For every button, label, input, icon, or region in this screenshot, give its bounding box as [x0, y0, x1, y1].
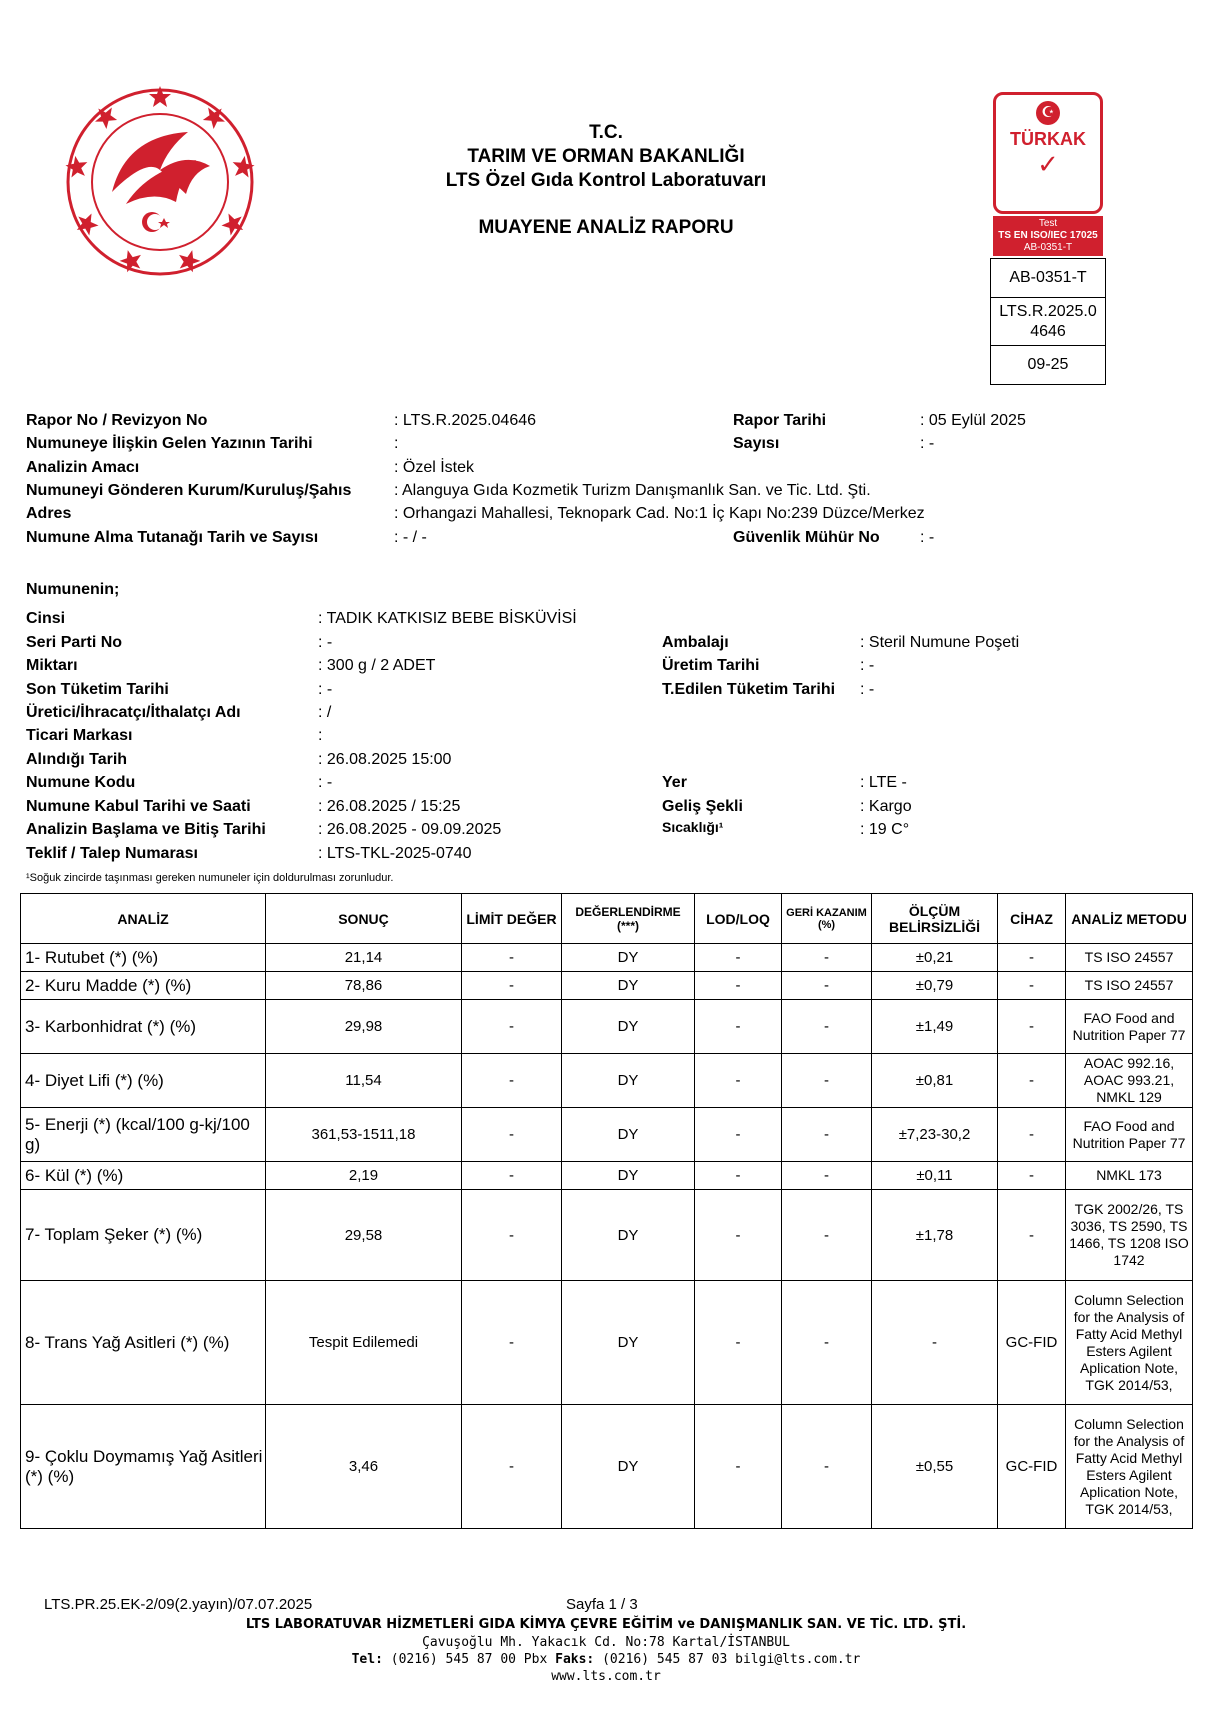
- col-header-metod: ANALİZ METODU: [1066, 894, 1193, 944]
- fax-label: Faks:: [555, 1652, 595, 1667]
- col-header-belirsizlik: ÖLÇÜM BELİRSİZLİĞİ: [872, 894, 998, 944]
- cell-metod: TS ISO 24557: [1066, 944, 1193, 972]
- cell-sonuc: 21,14: [266, 944, 462, 972]
- page-number: Sayfa 1 / 3: [566, 1596, 638, 1613]
- marka-value: :: [318, 727, 323, 744]
- yazi-label: Numuneye İlişkin Gelen Yazının Tarihi: [26, 435, 313, 452]
- cell-sonuc: 2,19: [266, 1162, 462, 1190]
- cell-geri-kazanim: -: [782, 1000, 872, 1054]
- accreditation-code: AB-0351-T: [1009, 269, 1087, 286]
- cell-degerlendirme: DY: [562, 1405, 695, 1529]
- table-header-row: [21, 894, 1193, 944]
- lab-heading: LTS Özel Gıda Kontrol Laboratuvarı: [445, 170, 767, 191]
- company-name: LTS LABORATUVAR HİZMETLERİ GIDA KİMYA ÇEVRE EĞİTİM ve DANIŞMANLIK SAN. VE TİC. LTD. ŞTİ.: [245, 1617, 967, 1632]
- cell-limit: -: [462, 944, 562, 972]
- cell-belirsizlik: ±0,11: [872, 1162, 998, 1190]
- uretici-value: : /: [318, 704, 332, 721]
- cell-degerlendirme: DY: [562, 944, 695, 972]
- report-code: LTS.R.2025.0 4646: [991, 297, 1105, 345]
- cell-belirsizlik: ±0,55: [872, 1405, 998, 1529]
- cell-limit: -: [462, 1281, 562, 1405]
- cell-limit: -: [462, 1405, 562, 1529]
- muhur-value: : -: [920, 529, 935, 546]
- yer-value: : LTE -: [860, 774, 907, 791]
- cell-metod: FAO Food and Nutrition Paper 77: [1066, 1108, 1193, 1162]
- cell-cihaz: GC-FID: [998, 1405, 1066, 1529]
- cold-chain-note: ¹Soğuk zincirde taşınması gereken numuneler için doldurulması zorunludur.: [26, 872, 394, 884]
- turkak-code: AB-0351-T: [1023, 242, 1073, 253]
- tc-heading: T.C.: [589, 122, 623, 143]
- gelis-label: Geliş Şekli: [662, 798, 743, 815]
- cell-sonuc: 3,46: [266, 1405, 462, 1529]
- cell-degerlendirme: DY: [562, 972, 695, 1000]
- report-title: MUAYENE ANALİZ RAPORU: [478, 217, 734, 238]
- ambalaj-value: : Steril Numune Poşeti: [860, 634, 1020, 651]
- cell-degerlendirme: DY: [562, 1054, 695, 1108]
- skt-value: : -: [318, 681, 333, 698]
- cell-sonuc: 29,58: [266, 1190, 462, 1281]
- cell-analiz: 7- Toplam Şeker (*) (%): [21, 1190, 266, 1281]
- cell-lodloq: -: [695, 972, 782, 1000]
- cell-geri-kazanim: -: [782, 1405, 872, 1529]
- miktar-label: Miktarı: [26, 657, 78, 674]
- table-row: [21, 1405, 1193, 1529]
- cell-metod: NMKL 173: [1066, 1162, 1193, 1190]
- form-code: LTS.PR.25.EK-2/09(2.yayın)/07.07.2025: [44, 1596, 313, 1613]
- cell-analiz: 1- Rutubet (*) (%): [21, 944, 266, 972]
- cell-limit: -: [462, 1054, 562, 1108]
- cell-analiz: 5- Enerji (*) (kcal/100 g-kj/100 g): [21, 1108, 266, 1162]
- sayisi-label: Sayısı: [733, 435, 780, 452]
- seri-value: : -: [318, 634, 333, 651]
- cell-geri-kazanim: -: [782, 1054, 872, 1108]
- tett-value: : -: [860, 681, 875, 698]
- muhur-label: Güvenlik Mühür No: [733, 529, 880, 546]
- table-row: [21, 944, 1193, 972]
- cell-geri-kazanim: -: [782, 972, 872, 1000]
- cell-lodloq: -: [695, 1162, 782, 1190]
- cell-metod: TGK 2002/26, TS 3036, TS 2590, TS 1466, TS 1208 ISO 1742: [1066, 1190, 1193, 1281]
- cell-sonuc: 78,86: [266, 972, 462, 1000]
- cell-cihaz: -: [998, 1000, 1066, 1054]
- adres-value: : Orhangazi Mahallesi, Teknopark Cad. No:1 İç Kapı No:239 Düzce/Merkez: [394, 505, 925, 522]
- tel-value: (0216) 545 87 00 Pbx: [390, 1652, 548, 1667]
- tel-label: Tel:: [351, 1652, 383, 1667]
- cell-cihaz: -: [998, 1162, 1066, 1190]
- cell-sonuc: Tespit Edilemedi: [266, 1281, 462, 1405]
- cell-belirsizlik: -: [872, 1281, 998, 1405]
- ministry-heading: TARIM VE ORMAN BAKANLIĞI: [467, 146, 745, 167]
- cell-geri-kazanim: -: [782, 1162, 872, 1190]
- rapor-no: : LTS.R.2025.04646: [394, 412, 537, 429]
- cell-analiz: 3- Karbonhidrat (*) (%): [21, 1000, 266, 1054]
- col-header-geri-kazanim: GERİ KAZANIM (%): [782, 894, 872, 944]
- cell-limit: -: [462, 1162, 562, 1190]
- cell-degerlendirme: DY: [562, 1108, 695, 1162]
- cell-lodloq: -: [695, 1054, 782, 1108]
- cell-analiz: 2- Kuru Madde (*) (%): [21, 972, 266, 1000]
- cell-lodloq: -: [695, 1190, 782, 1281]
- table-row: [21, 1190, 1193, 1281]
- adres-label: Adres: [26, 505, 72, 522]
- alindigi-value: : 26.08.2025 15:00: [318, 751, 452, 768]
- cell-sonuc: 361,53-1511,18: [266, 1108, 462, 1162]
- tett-label: T.Edilen Tüketim Tarihi: [662, 681, 836, 698]
- cell-belirsizlik: ±0,21: [872, 944, 998, 972]
- cell-geri-kazanim: -: [782, 1281, 872, 1405]
- cell-cihaz: -: [998, 944, 1066, 972]
- cell-belirsizlik: ±0,79: [872, 972, 998, 1000]
- cell-cihaz: -: [998, 1054, 1066, 1108]
- turkak-standard: TS EN ISO/IEC 17025: [998, 230, 1098, 241]
- results-table: [20, 893, 1193, 1529]
- checkmark-icon: ✓: [1037, 149, 1059, 179]
- marka-label: Ticari Markası: [26, 727, 133, 744]
- sicaklik-value: : 19 C°: [860, 821, 910, 838]
- company-address: Çavuşoğlu Mh. Yakacık Cd. No:78 Kartal/İSTANBUL: [422, 1635, 790, 1650]
- cell-analiz: 4- Diyet Lifi (*) (%): [21, 1054, 266, 1108]
- turkak-logo: [993, 92, 1103, 252]
- amac-value: : Özel İstek: [394, 459, 475, 476]
- code-box: [990, 258, 1106, 385]
- cell-limit: -: [462, 1108, 562, 1162]
- col-header-degerlendirme: DEĞERLENDİRME (***): [562, 894, 695, 944]
- cinsi-label: Cinsi: [26, 610, 66, 627]
- cell-cihaz: -: [998, 1108, 1066, 1162]
- teklif-value: : LTS-TKL-2025-0740: [318, 845, 472, 862]
- sicaklik-label: Sıcaklığı¹: [662, 819, 724, 835]
- gonderen-value: : Alanguya Gıda Kozmetik Turizm Danışmanlık San. ve Tic. Ltd. Şti.: [394, 482, 871, 499]
- cell-belirsizlik: ±0,81: [872, 1054, 998, 1108]
- analiz-tarih-label: Analizin Başlama ve Bitiş Tarihi: [26, 821, 266, 838]
- cell-metod: Column Selection for the Analysis of Fatty Acid Methyl Esters Agilent Aplication Note, TGK 2014/53,: [1066, 1405, 1193, 1529]
- cell-geri-kazanim: -: [782, 944, 872, 972]
- gelis-value: : Kargo: [860, 798, 912, 815]
- cell-degerlendirme: DY: [562, 1281, 695, 1405]
- cell-metod: FAO Food and Nutrition Paper 77: [1066, 1000, 1193, 1054]
- cell-analiz: 9- Çoklu Doymamış Yağ Asitleri (*) (%): [21, 1405, 266, 1529]
- kod-label: Numune Kodu: [26, 774, 136, 791]
- cell-limit: -: [462, 972, 562, 1000]
- col-header-analiz: ANALİZ: [21, 894, 266, 944]
- amac-label: Analizin Amacı: [26, 459, 140, 476]
- cell-cihaz: -: [998, 972, 1066, 1000]
- col-header-cihaz: CİHAZ: [998, 894, 1066, 944]
- tutanak-value: : - / -: [394, 529, 427, 546]
- fax-value: (0216) 545 87 03 bilgi@lts.com.tr: [602, 1652, 861, 1667]
- cell-sonuc: 29,98: [266, 1000, 462, 1054]
- ambalaj-label: Ambalajı: [662, 634, 729, 651]
- cell-lodloq: -: [695, 1000, 782, 1054]
- table-row: [21, 1281, 1193, 1405]
- table-row: [21, 1054, 1193, 1108]
- rapor-no-label: Rapor No / Revizyon No: [26, 412, 208, 429]
- analiz-tarih-value: : 26.08.2025 - 09.09.2025: [318, 821, 502, 838]
- yazi-value: :: [394, 435, 399, 452]
- kabul-value: : 26.08.2025 / 15:25: [318, 798, 461, 815]
- yer-label: Yer: [662, 774, 687, 791]
- kabul-label: Numune Kabul Tarihi ve Saati: [26, 798, 251, 815]
- cell-degerlendirme: DY: [562, 1162, 695, 1190]
- kod-value: : -: [318, 774, 333, 791]
- cell-lodloq: -: [695, 944, 782, 972]
- cell-cihaz: GC-FID: [998, 1281, 1066, 1405]
- turkak-test: Test: [1038, 218, 1058, 229]
- cell-belirsizlik: ±1,78: [872, 1190, 998, 1281]
- cell-lodloq: -: [695, 1281, 782, 1405]
- cell-analiz: 8- Trans Yağ Asitleri (*) (%): [21, 1281, 266, 1405]
- cell-geri-kazanim: -: [782, 1190, 872, 1281]
- period-code: 09-25: [991, 345, 1105, 384]
- cell-metod: AOAC 992.16, AOAC 993.21, NMKL 129: [1066, 1054, 1193, 1108]
- cell-limit: -: [462, 1000, 562, 1054]
- uretim-value: : -: [860, 657, 875, 674]
- col-header-lodloq: LOD/LOQ: [695, 894, 782, 944]
- col-header-limit: LİMİT DEĞER: [462, 894, 562, 944]
- cell-belirsizlik: ±7,23-30,2: [872, 1108, 998, 1162]
- table-row: [21, 972, 1193, 1000]
- crescent-icon: ☪: [1036, 101, 1060, 125]
- contact-line: [0, 1652, 1212, 1667]
- skt-label: Son Tüketim Tarihi: [26, 681, 169, 698]
- cell-degerlendirme: DY: [562, 1190, 695, 1281]
- website-link[interactable]: www.lts.com.tr: [551, 1669, 661, 1684]
- alindigi-label: Alındığı Tarih: [26, 751, 128, 768]
- table-row: [21, 1000, 1193, 1054]
- miktar-value: : 300 g / 2 ADET: [318, 657, 436, 674]
- teklif-label: Teklif / Talep Numarası: [26, 845, 198, 862]
- turkak-brand: TÜRKAK: [1010, 129, 1086, 149]
- rapor-tarihi: : 05 Eylül 2025: [920, 412, 1026, 429]
- cell-metod: Column Selection for the Analysis of Fatty Acid Methyl Esters Agilent Aplication Note, TGK 2014/53,: [1066, 1281, 1193, 1405]
- sayisi-value: : -: [920, 435, 935, 452]
- cell-sonuc: 11,54: [266, 1054, 462, 1108]
- cinsi-value: : TADIK KATKISIZ BEBE BİSKÜVİSİ: [318, 610, 577, 627]
- cell-degerlendirme: DY: [562, 1000, 695, 1054]
- cell-analiz: 6- Kül (*) (%): [21, 1162, 266, 1190]
- rapor-tarihi-label: Rapor Tarihi: [733, 412, 827, 429]
- sample-section-title: Numunenin;: [26, 581, 120, 598]
- cell-belirsizlik: ±1,49: [872, 1000, 998, 1054]
- cell-lodloq: -: [695, 1108, 782, 1162]
- cell-metod: TS ISO 24557: [1066, 972, 1193, 1000]
- cell-limit: -: [462, 1190, 562, 1281]
- seri-label: Seri Parti No: [26, 634, 123, 651]
- table-row: [21, 1108, 1193, 1162]
- uretici-label: Üretici/İhracatçı/İthalatçı Adı: [26, 704, 241, 721]
- table-row: [21, 1162, 1193, 1190]
- gonderen-label: Numuneyi Gönderen Kurum/Kuruluş/Şahıs: [26, 482, 352, 499]
- cell-geri-kazanim: -: [782, 1108, 872, 1162]
- cell-cihaz: -: [998, 1190, 1066, 1281]
- uretim-label: Üretim Tarihi: [662, 657, 760, 674]
- cell-lodloq: -: [695, 1405, 782, 1529]
- col-header-sonuc: SONUÇ: [266, 894, 462, 944]
- tutanak-label: Numune Alma Tutanağı Tarih ve Sayısı: [26, 529, 319, 546]
